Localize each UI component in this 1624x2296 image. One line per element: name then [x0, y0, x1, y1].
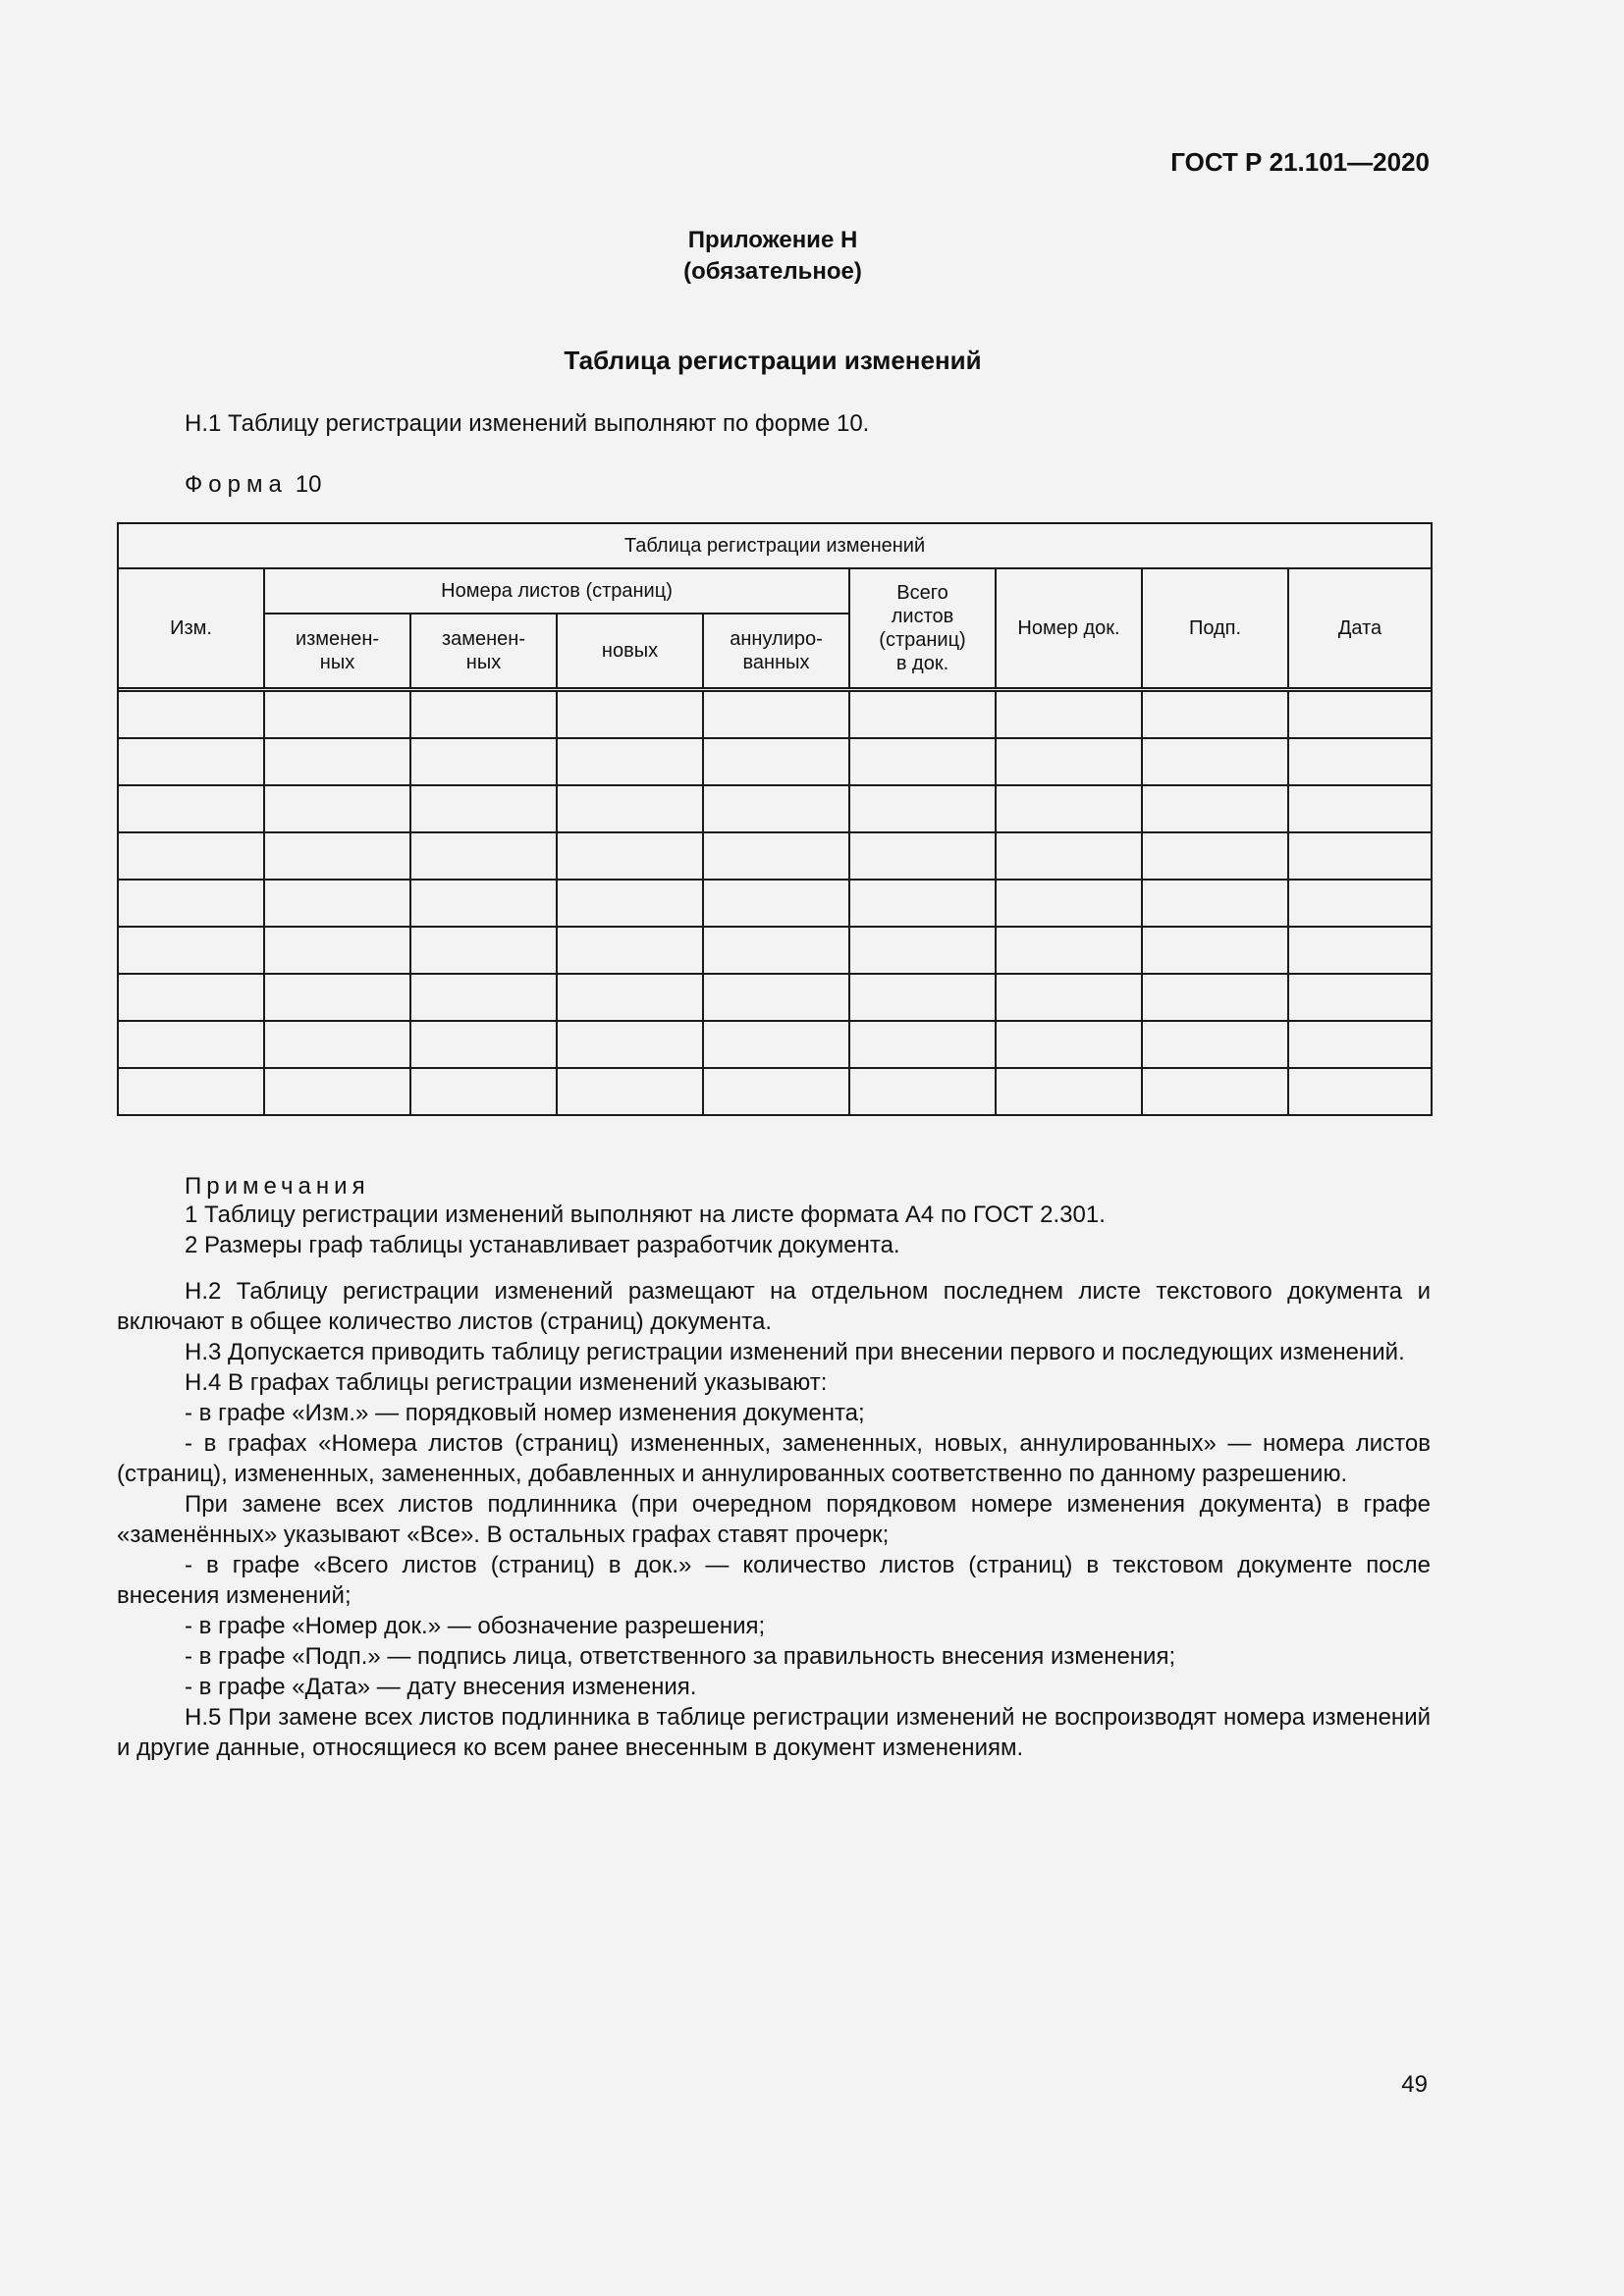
col-header-replaced: заменен- ных [410, 614, 557, 688]
table-cell [1142, 738, 1288, 785]
annex-heading [0, 225, 1545, 288]
form-label [185, 471, 322, 499]
list-item: - в графе «Номер док.» — обозначение разрешения; [185, 1613, 766, 1639]
table-cell [118, 785, 264, 832]
table-cell [557, 1068, 703, 1115]
table-cell [996, 880, 1142, 927]
change-registration-table [117, 522, 1433, 1116]
table-row [118, 1068, 1432, 1115]
table-cell [703, 832, 849, 880]
table-cell [996, 927, 1142, 974]
table-cell [849, 1068, 996, 1115]
table-cell [264, 927, 410, 974]
table-cell [410, 785, 557, 832]
paragraph: При замене всех листов подлинника (при очередном порядковом номере изменения документа) в графе «заменённых» указывают «Все». В остальных графах ставят прочерк; [117, 1491, 1431, 1548]
table-cell [996, 785, 1142, 832]
table-cell [996, 691, 1142, 738]
table-cell [264, 785, 410, 832]
table-cell [1142, 1068, 1288, 1115]
table-row [118, 927, 1432, 974]
body-text [117, 1276, 1431, 1763]
table-cell [1142, 691, 1288, 738]
table-cell [557, 1021, 703, 1068]
table-cell [703, 880, 849, 927]
table-cell [118, 738, 264, 785]
table-cell [996, 738, 1142, 785]
table-row [118, 832, 1432, 880]
table-cell [557, 785, 703, 832]
table-row [118, 974, 1432, 1021]
table-cell [703, 974, 849, 1021]
table-cell [118, 691, 264, 738]
col-header-signature: Подп. [1142, 568, 1288, 688]
table-cell [996, 832, 1142, 880]
table-cell [557, 691, 703, 738]
table-cell [264, 832, 410, 880]
table-cell [410, 927, 557, 974]
list-item: - в графе «Изм.» — порядковый номер изменения документа; [185, 1400, 865, 1426]
table-cell [849, 1021, 996, 1068]
table-cell [410, 1021, 557, 1068]
col-header-total-sheets: Всего листов (страниц) в док. [849, 568, 996, 688]
table-cell [118, 1068, 264, 1115]
table-cell [118, 974, 264, 1021]
page-number: 49 [1401, 2071, 1428, 2098]
table-cell [1288, 1021, 1432, 1068]
table-cell [1288, 927, 1432, 974]
annex-status: (обязательное) [683, 258, 862, 285]
table-cell [996, 1068, 1142, 1115]
table-cell [264, 974, 410, 1021]
table-cell [557, 738, 703, 785]
col-header-date: Дата [1288, 568, 1432, 688]
table-cell [264, 1021, 410, 1068]
table-row [118, 738, 1432, 785]
table-cell [1142, 1021, 1288, 1068]
paragraph-n5: Н.5 При замене всех листов подлинника в таблице регистрации изменений не воспроизводят номера изменений и другие данные, относящиеся ко всем ранее внесенным в документ изменениям. [117, 1704, 1431, 1761]
table-cell [1288, 1068, 1432, 1115]
table-cell [1142, 880, 1288, 927]
note-item: 1 Таблицу регистрации изменений выполняют на листе формата А4 по ГОСТ 2.301. [185, 1201, 1106, 1228]
list-item: - в графе «Дата» — дату внесения изменения. [185, 1674, 697, 1700]
intro-paragraph: Н.1 Таблицу регистрации изменений выполняют по форме 10. [185, 410, 870, 437]
table-cell [557, 974, 703, 1021]
table-body [118, 688, 1432, 1115]
list-item: - в графах «Номера листов (страниц) измененных, замененных, новых, аннулированных» — номера листов (страниц), измененных, замененных, добавленных и аннулированных соответственно по данному разрешению. [117, 1430, 1431, 1487]
table-cell [1142, 927, 1288, 974]
table-cell [118, 832, 264, 880]
table-cell [703, 927, 849, 974]
table-cell [703, 1021, 849, 1068]
paragraph-n4: Н.4 В графах таблицы регистрации изменений указывают: [185, 1369, 828, 1396]
table-cell [557, 927, 703, 974]
table-cell [849, 691, 996, 738]
paragraph-n2: Н.2 Таблицу регистрации изменений размещают на отдельном последнем листе текстового документа и включают в общее количество листов (страниц) документа. [117, 1278, 1431, 1335]
table-cell [557, 832, 703, 880]
table-cell [703, 691, 849, 738]
table-cell [118, 927, 264, 974]
table-cell [703, 738, 849, 785]
col-header-annulled: аннулиро- ванных [703, 614, 849, 688]
table-cell [410, 832, 557, 880]
table-cell [703, 1068, 849, 1115]
notes-title: Примечания [185, 1173, 370, 1200]
notes-list [185, 1200, 1106, 1260]
table-cell [849, 880, 996, 927]
col-header-izm: Изм. [118, 568, 264, 688]
paragraph-n3: Н.3 Допускается приводить таблицу регистрации изменений при внесении первого и последующих изменений. [185, 1339, 1405, 1365]
col-header-new: новых [557, 614, 703, 688]
col-group-sheet-numbers: Номера листов (страниц) [264, 568, 849, 614]
table-cell [996, 974, 1142, 1021]
table-cell [703, 785, 849, 832]
table-title: Таблица регистрации изменений [118, 523, 1432, 568]
table-cell [410, 880, 557, 927]
table-cell [849, 738, 996, 785]
table-cell [1142, 832, 1288, 880]
table-cell [410, 974, 557, 1021]
table-cell [557, 880, 703, 927]
table-cell [849, 927, 996, 974]
document-designation: ГОСТ Р 21.101—2020 [1170, 147, 1430, 177]
table-cell [1142, 785, 1288, 832]
note-item: 2 Размеры граф таблицы устанавливает разработчик документа. [185, 1232, 900, 1258]
table-cell [264, 1068, 410, 1115]
form-label-word: Форма [185, 471, 288, 498]
table-cell [264, 691, 410, 738]
table-cell [1288, 738, 1432, 785]
table-cell [996, 1021, 1142, 1068]
table-row [118, 1021, 1432, 1068]
table-cell [849, 785, 996, 832]
table-cell [410, 691, 557, 738]
table-row [118, 785, 1432, 832]
col-header-changed: изменен- ных [264, 614, 410, 688]
table-cell [1288, 880, 1432, 927]
list-item: - в графе «Всего листов (страниц) в док.» — количество листов (страниц) в текстовом документе после внесения изменений; [117, 1552, 1431, 1609]
col-header-doc-number: Номер док. [996, 568, 1142, 688]
annex-title: Таблица регистрации изменений [564, 346, 982, 375]
form-label-number: 10 [295, 471, 322, 498]
table-cell [264, 738, 410, 785]
table-cell [1142, 974, 1288, 1021]
table-cell [849, 974, 996, 1021]
table-cell [1288, 832, 1432, 880]
table-cell [410, 1068, 557, 1115]
table-cell [264, 880, 410, 927]
annex-label: Приложение Н [687, 227, 858, 253]
list-item: - в графе «Подп.» — подпись лица, ответственного за правильность внесения изменения; [185, 1643, 1176, 1670]
table-cell [1288, 691, 1432, 738]
table-cell [410, 738, 557, 785]
table-cell [118, 1021, 264, 1068]
table-cell [849, 832, 996, 880]
table-cell [1288, 974, 1432, 1021]
table-row [118, 691, 1432, 738]
table-row [118, 880, 1432, 927]
table-cell [1288, 785, 1432, 832]
table-cell [118, 880, 264, 927]
